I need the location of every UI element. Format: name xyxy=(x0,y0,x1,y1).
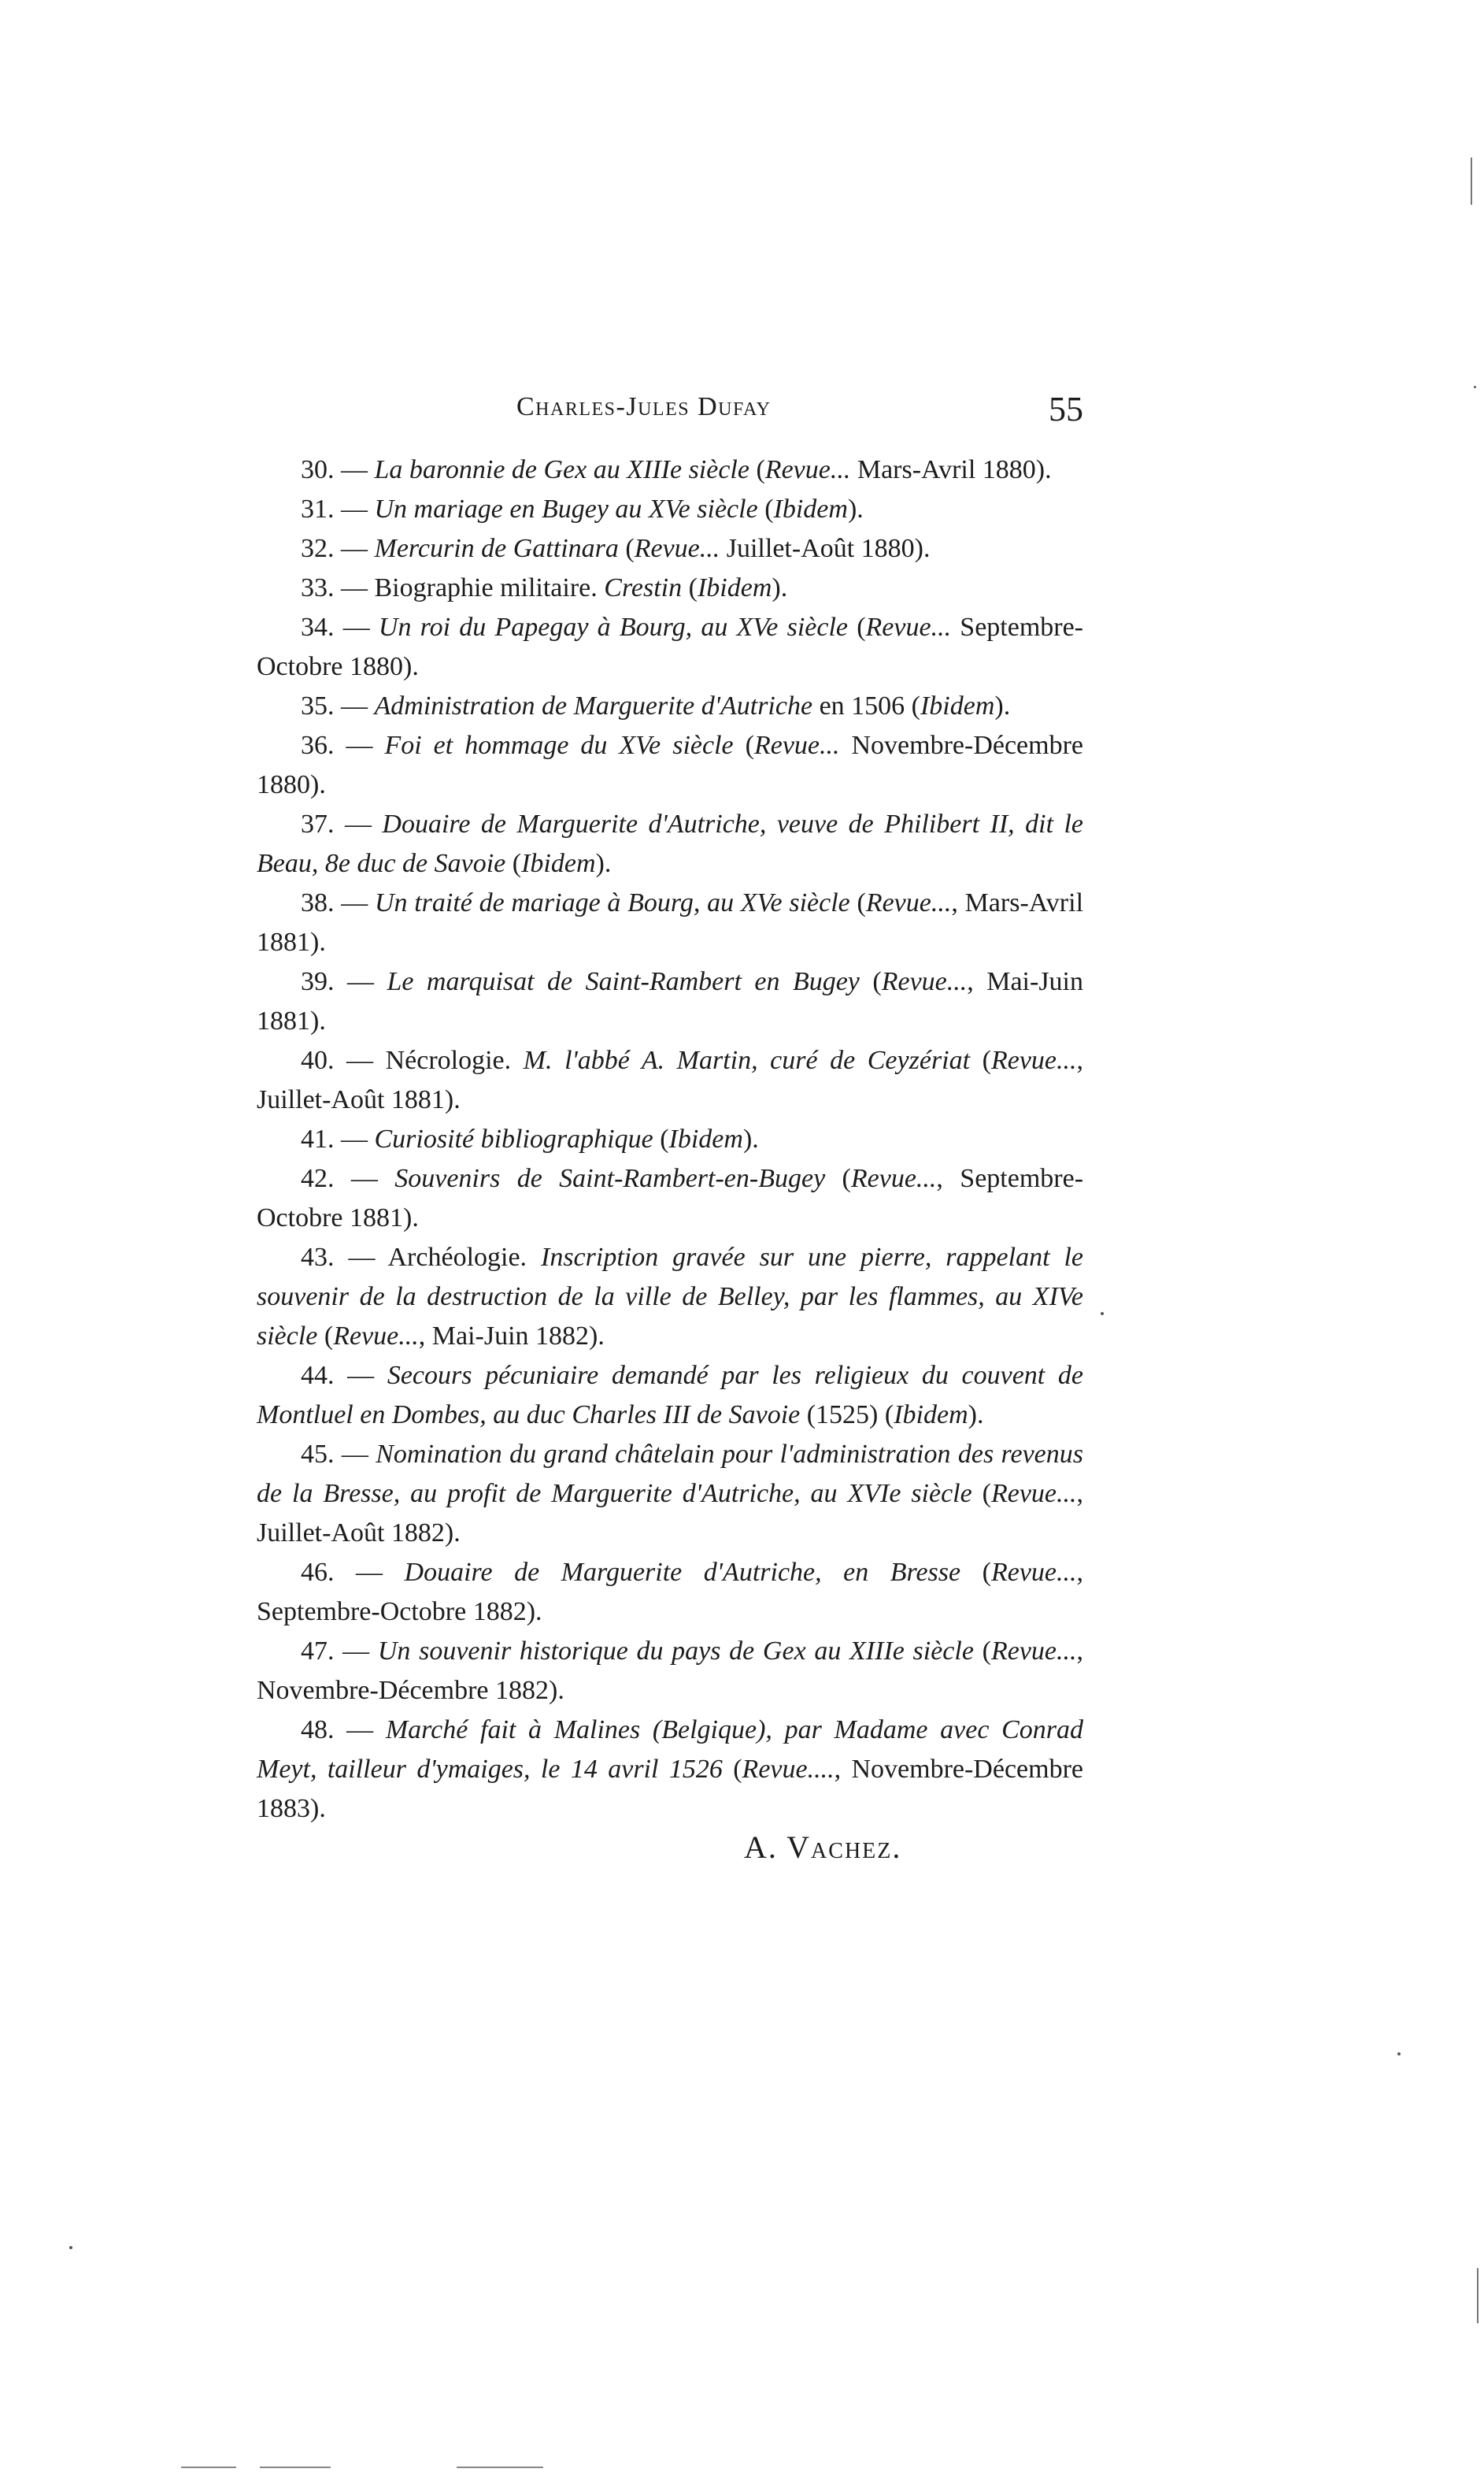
entry-text: , Mai-Juin 1881). xyxy=(257,967,1083,1036)
entry-text: ( xyxy=(848,613,866,642)
entry-number: 37. xyxy=(301,810,335,839)
entry-text: — Nécrologie. xyxy=(334,1046,524,1075)
entry-number: 42. xyxy=(301,1164,335,1193)
entry-number: 31. xyxy=(301,495,335,524)
entry-italic-text: Inscription gravée sur une pierre, rappelant le souvenir de la destruction de la ville de Belley, par les flammes, au XIVe siècle xyxy=(257,1243,1083,1351)
page-number: 55 xyxy=(1049,390,1083,428)
entry-italic-text: Nomination du grand châtelain pour l'administration des revenus de la Bresse, au profit de Marguerite d'Autriche, au XVIe siècle xyxy=(257,1440,1084,1508)
scan-speck xyxy=(1101,1312,1104,1315)
bibliography-entry xyxy=(257,687,1083,726)
bibliography-entry xyxy=(257,1435,1083,1553)
entry-text: ( xyxy=(722,1755,742,1784)
entry-italic-text: Ibidem xyxy=(894,1400,968,1429)
entry-number: 33. xyxy=(301,573,335,602)
entry-text: , Juillet-Août 1881). xyxy=(257,1046,1084,1114)
entry-italic-text: Ibidem xyxy=(521,849,596,878)
entry-italic-text: Un roi du Papegay à Bourg, au XVe siècle xyxy=(378,613,848,642)
entry-text: — xyxy=(334,888,375,917)
bibliography-entry xyxy=(257,1632,1083,1711)
entry-italic-text: Ibidem xyxy=(697,573,772,602)
bibliography-list xyxy=(257,450,1083,1829)
entry-text: ). xyxy=(772,573,788,602)
entry-italic-text: Ibidem xyxy=(668,1125,743,1154)
entry-text: (1525) ( xyxy=(800,1400,894,1429)
entry-italic-text: Secours pécuniaire demandé par les religieux du couvent de Montluel en Dombes, au duc Charles III de Savoie xyxy=(257,1361,1084,1429)
entry-text: ). xyxy=(847,495,864,524)
entry-number: 45. xyxy=(301,1440,335,1469)
entry-number: 38. xyxy=(301,888,335,917)
entry-italic-text: Le marquisat de Saint-Rambert en Bugey xyxy=(387,967,860,996)
entry-italic-text: Douaire de Marguerite d'Autriche, en Bresse xyxy=(404,1558,961,1587)
entry-text: — xyxy=(334,967,387,996)
entry-text: ( xyxy=(733,731,754,760)
entry-text: — xyxy=(334,613,379,642)
entry-text: ( xyxy=(682,573,698,602)
bibliography-entry xyxy=(257,1120,1083,1159)
entry-text: — xyxy=(334,731,385,760)
entry-italic-text: Revue... xyxy=(990,1558,1077,1587)
bibliography-entry xyxy=(257,1711,1083,1829)
entry-italic-text: Un mariage en Bugey au XVe siècle xyxy=(374,495,758,524)
entry-text: ( xyxy=(825,1164,851,1193)
bibliography-entry xyxy=(257,1553,1083,1632)
entry-text: ( xyxy=(757,495,774,524)
entry-italic-text: Revue... xyxy=(990,1046,1077,1075)
scan-speck xyxy=(1474,386,1476,388)
entry-number: 30. xyxy=(301,455,335,484)
entry-number: 39. xyxy=(301,967,335,996)
entry-text: — xyxy=(334,455,375,484)
entry-text: Juillet-Août 1880). xyxy=(720,534,931,563)
bibliography-entry xyxy=(257,1159,1083,1238)
entry-number: 32. xyxy=(301,534,335,563)
entry-number: 41. xyxy=(301,1125,335,1154)
entry-text: ( xyxy=(973,1636,991,1666)
entry-text: ( xyxy=(859,967,882,996)
entry-italic-text: Marché fait à Malines (Belgique), par Madame avec Conrad Meyt, tailleur d'ymaiges, le 14 avril 1526 xyxy=(257,1715,1084,1784)
entry-number: 34. xyxy=(301,613,335,642)
bibliography-entry xyxy=(257,884,1083,962)
entry-text: ( xyxy=(317,1321,334,1351)
running-title: Charles-Jules Dufay xyxy=(516,392,772,421)
entry-number: 36. xyxy=(301,731,335,760)
entry-italic-text: Revue... xyxy=(865,888,952,917)
entry-italic-text: Un souvenir historique du pays de Gex au XIIIe siècle xyxy=(377,1636,974,1666)
entry-text: — xyxy=(334,691,375,721)
entry-text: ( xyxy=(971,1479,991,1508)
entry-italic-text: Revue... xyxy=(764,455,851,484)
entry-italic-text: Revue... xyxy=(990,1636,1077,1666)
entry-italic-text: Foi et hommage du XVe siècle xyxy=(384,731,734,760)
author-signature: A. Vachez. xyxy=(744,1829,902,1865)
entry-number: 47. xyxy=(301,1636,335,1666)
entry-text: , Mars-Avril 1881). xyxy=(257,888,1084,957)
entry-text: Mars-Avril 1880). xyxy=(850,455,1052,484)
entry-italic-text: Revue... xyxy=(753,731,840,760)
entry-italic-text: M. l'abbé A. Martin, curé de Ceyzériat xyxy=(523,1046,971,1075)
entry-text: — xyxy=(334,1164,395,1193)
scan-speck xyxy=(69,2246,72,2249)
bibliography-entry xyxy=(257,529,1083,569)
entry-italic-text: Curiosité bibliographique xyxy=(374,1125,653,1154)
bibliography-entry xyxy=(257,1041,1083,1120)
entry-number: 44. xyxy=(301,1361,335,1390)
entry-text: ( xyxy=(618,534,635,563)
entry-text: , Juillet-Août 1882). xyxy=(257,1479,1083,1548)
entry-italic-text: Revue... xyxy=(634,534,720,563)
entry-text: ( xyxy=(749,455,765,484)
entry-text: ). xyxy=(742,1125,759,1154)
bibliography-entry xyxy=(257,490,1083,529)
entry-italic-text: Mercurin de Gattinara xyxy=(374,534,619,563)
entry-text: , Novembre-Décembre 1882). xyxy=(257,1636,1083,1705)
entry-text: , Mai-Juin 1882). xyxy=(418,1321,605,1351)
entry-text: ). xyxy=(595,849,612,878)
entry-text: — xyxy=(334,1636,378,1666)
entry-text: — xyxy=(334,1558,405,1587)
entry-text: en 1506 ( xyxy=(812,691,920,721)
bibliography-entry xyxy=(257,1238,1083,1356)
entry-number: 43. xyxy=(301,1243,335,1272)
scan-bottom-rule xyxy=(181,2467,236,2468)
entry-text: , Septembre-Octobre 1881). xyxy=(257,1164,1084,1232)
entry-italic-text: Revue... xyxy=(990,1479,1077,1508)
entry-text: — Biographie militaire. xyxy=(334,573,605,602)
entry-text: — Archéologie. xyxy=(334,1243,541,1272)
entry-italic-text: Revue.... xyxy=(742,1755,835,1784)
bibliography-entry xyxy=(257,1356,1083,1435)
entry-text: ( xyxy=(653,1125,669,1154)
entry-text: Novembre-Décembre 1880). xyxy=(257,731,1083,799)
entry-text: ( xyxy=(849,888,866,917)
running-header xyxy=(257,392,1083,439)
entry-italic-text: Crestin xyxy=(604,573,683,602)
entry-number: 35. xyxy=(301,691,335,721)
entry-italic-text: Revue... xyxy=(850,1164,937,1193)
scan-bottom-rule xyxy=(457,2467,543,2468)
entry-text: ( xyxy=(960,1558,991,1587)
entry-text: , Septembre-Octobre 1882). xyxy=(257,1558,1083,1626)
entry-italic-text: Administration de Marguerite d'Autriche xyxy=(374,691,813,721)
entry-text: ( xyxy=(970,1046,991,1075)
entry-text: Septembre-Octobre 1880). xyxy=(257,613,1084,681)
entry-text: — xyxy=(334,1715,386,1744)
entry-text: — xyxy=(334,810,383,839)
entry-number: 48. xyxy=(301,1715,335,1744)
entry-text: ). xyxy=(994,691,1011,721)
scan-edge-mark xyxy=(1477,2268,1478,2323)
entry-text: — xyxy=(334,1125,375,1154)
entry-text: ). xyxy=(968,1400,984,1429)
entry-italic-text: Un traité de mariage à Bourg, au XVe siècle xyxy=(374,888,850,917)
bibliography-entry xyxy=(257,450,1083,490)
entry-text: — xyxy=(334,495,375,524)
entry-italic-text: La baronnie de Gex au XIIIe siècle xyxy=(374,455,749,484)
entry-number: 40. xyxy=(301,1046,335,1075)
entry-italic-text: Ibidem xyxy=(920,691,995,721)
scan-bottom-rule xyxy=(260,2467,331,2468)
entry-italic-text: Ibidem xyxy=(773,495,848,524)
entry-italic-text: Douaire de Marguerite d'Autriche, veuve de Philibert II, dit le Beau, 8e duc de Savoie xyxy=(257,810,1084,878)
entry-text: — xyxy=(334,534,375,563)
bibliography-entry xyxy=(257,608,1083,687)
entry-text: ( xyxy=(505,849,522,878)
entry-text: , Novembre-Décembre 1883). xyxy=(257,1755,1083,1823)
bibliography-entry xyxy=(257,569,1083,608)
entry-text: — xyxy=(334,1440,376,1469)
bibliography-entry xyxy=(257,805,1083,884)
entry-italic-text: Souvenirs de Saint-Rambert-en-Bugey xyxy=(394,1164,826,1193)
entry-italic-text: Revue... xyxy=(333,1321,419,1351)
scan-edge-mark xyxy=(1471,158,1472,205)
entry-italic-text: Revue... xyxy=(881,967,968,996)
entry-number: 46. xyxy=(301,1558,335,1587)
bibliography-entry xyxy=(257,726,1083,805)
bibliography-entry xyxy=(257,962,1083,1041)
entry-italic-text: Revue... xyxy=(865,613,952,642)
entry-text: — xyxy=(334,1361,387,1390)
scan-speck xyxy=(1397,2052,1401,2055)
